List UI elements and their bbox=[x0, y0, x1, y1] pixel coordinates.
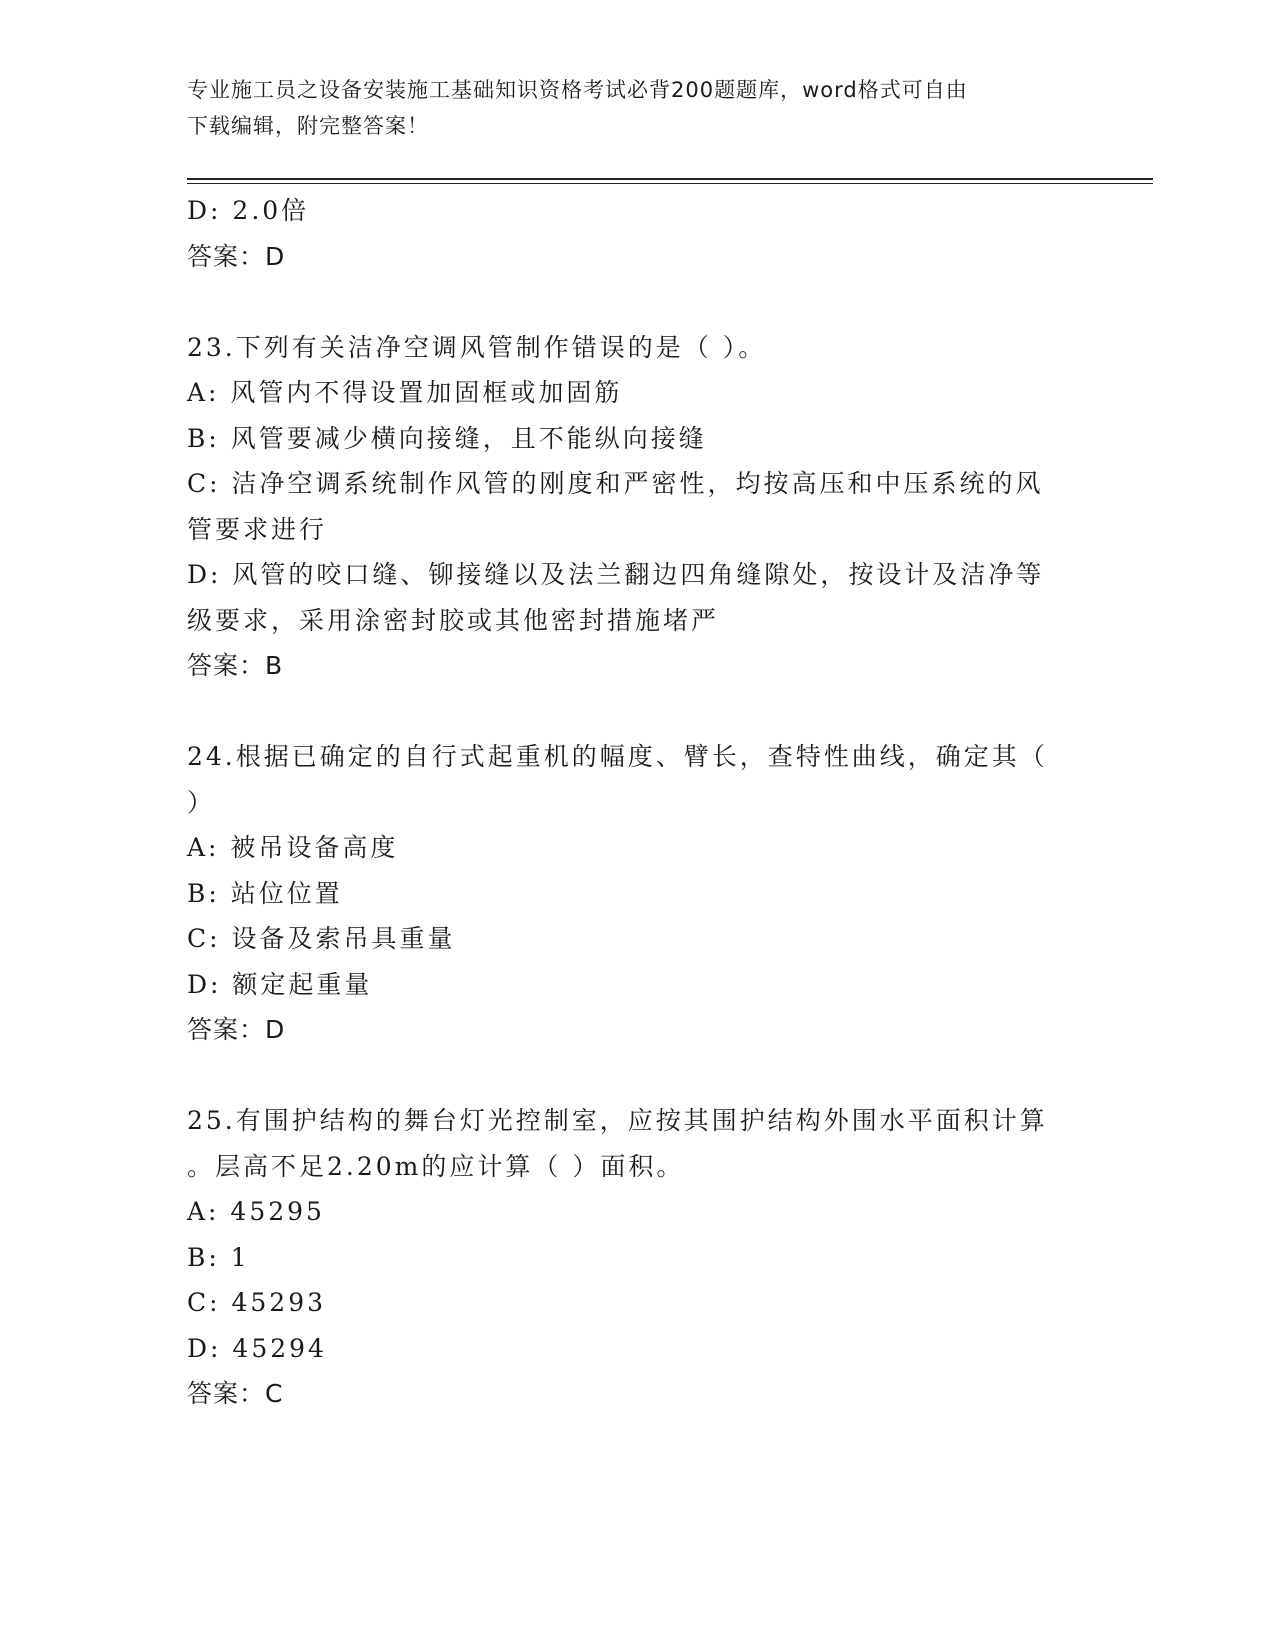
option-d-continued: 级要求，采用涂密封胶或其他密封措施堵严 bbox=[187, 605, 720, 635]
document-header bbox=[187, 72, 1067, 144]
question-stem: 23.下列有关洁净空调风管制作错误的是（ ）。 bbox=[187, 332, 767, 362]
option-c: C: 设备及索吊具重量 bbox=[187, 924, 456, 953]
question-stem: 25.有围护结构的舞台灯光控制室，应按其围护结构外围水平面积计算 bbox=[187, 1106, 1048, 1135]
question-list bbox=[187, 188, 1077, 1417]
answer-line: 答案：D bbox=[187, 241, 286, 271]
question-stem: 24.根据已确定的自行式起重机的幅度、臂长，查特性曲线，确定其（ bbox=[187, 742, 1048, 771]
spacer bbox=[187, 1053, 1077, 1099]
option-a: A: 被吊设备高度 bbox=[187, 833, 399, 862]
header-divider-thin bbox=[187, 183, 1153, 184]
option-d: D: 2.0倍 bbox=[187, 196, 310, 225]
question-stem-continued: 。层高不足2.20m的应计算（ ）面积。 bbox=[187, 1151, 685, 1181]
answer-line: 答案：C bbox=[187, 1379, 284, 1408]
answer-line: 答案：B bbox=[187, 651, 284, 680]
question-25 bbox=[187, 1098, 1077, 1417]
option-b: B: 站位位置 bbox=[187, 878, 343, 908]
option-c: C: 45293 bbox=[187, 1288, 327, 1317]
header-divider-thick bbox=[187, 178, 1153, 180]
question-24 bbox=[187, 734, 1077, 1053]
question-22-tail bbox=[187, 188, 1077, 279]
option-d: D: 风管的咬口缝、铆接缝以及法兰翻边四角缝隙处，按设计及洁净等 bbox=[187, 560, 1045, 589]
option-b: B: 风管要减少横向接缝，且不能纵向接缝 bbox=[187, 423, 707, 453]
question-stem-continued: ） bbox=[187, 787, 216, 817]
option-b: B: 1 bbox=[187, 1242, 250, 1272]
answer-line: 答案：D bbox=[187, 1015, 286, 1044]
option-a: A: 风管内不得设置加固框或加固筋 bbox=[187, 378, 623, 407]
header-line-2: 下载编辑，附完整答案！ bbox=[187, 114, 429, 138]
header-line-1: 专业施工员之设备安装施工基础知识资格考试必背200题题库，word格式可自由 bbox=[187, 78, 968, 102]
option-d: D: 45294 bbox=[187, 1333, 327, 1363]
option-d: D: 额定起重量 bbox=[187, 969, 373, 999]
option-c-continued: 管要求进行 bbox=[187, 514, 328, 544]
spacer bbox=[187, 689, 1077, 735]
question-23 bbox=[187, 325, 1077, 689]
option-c: C: 洁净空调系统制作风管的刚度和严密性，均按高压和中压系统的风 bbox=[187, 469, 1044, 498]
spacer bbox=[187, 279, 1077, 325]
option-a: A: 45295 bbox=[187, 1197, 325, 1226]
